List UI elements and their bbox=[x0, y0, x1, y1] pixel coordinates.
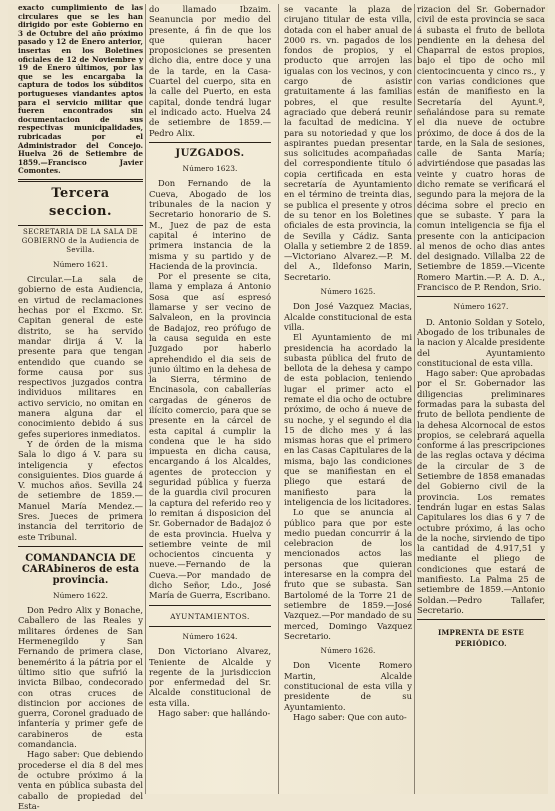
notice-paragraph: El Ayuntamiento de mi presidencia ha acordado la subasta pública del fruto de bellota de la dehesa y campo de esta poblacion, teniendo lugar el primer acto el remate el dia ocho de octubre próximo, de ocho á nueve de su noche, y el segundo el dia 15 de dicho mes y á las mismas horas que el primero en las Casas Capitulares de la misma, bajo las condiciones que se manifiestan en el pliego que estará de manifiesto para la inteligencia de los licitadores. bbox=[284, 332, 412, 507]
intro-text: exacto cumplimiento de las circulares que se les han dirigido por este Gobierno en 3 de Octubre del año próximo pasado y 12 de Enero anterior, insertas en los Boletines oficiales de 12 de Noviembre y 19 de Enero últimos, por las que se les encargaba la captura de todos los súbditos portugueses viandantes aptos para el servicio militar que fueren encontrados sin documentacion de sus respectivas municipalidades, rubricadas por el Administrador del Concejo. Huelva 26 de Setiembre de 1859.—Francisco Javier Comontes. bbox=[18, 3, 143, 176]
notice-paragraph: Hago saber: Que debiendo procederse el dia 8 del mes de octubre próximo á la venta en pública subasta del caballo de propiedad del Esta- bbox=[18, 749, 143, 811]
column-rule bbox=[414, 4, 415, 794]
number-label: Número 1622. bbox=[53, 590, 108, 600]
divider bbox=[18, 546, 143, 547]
notice-paragraph: Don Vicente Romero Martin, Alcalde constitucional de esta villa y presidente de su Ayuntamiento. bbox=[284, 660, 412, 712]
comandancia-heading: COMANDANCIA DE CARAbineros de esta provincia. bbox=[21, 552, 140, 586]
number-label: Número 1621. bbox=[53, 259, 108, 269]
notice-paragraph: Hago saber: Que con auto- bbox=[293, 711, 407, 722]
column-3 bbox=[284, 4, 412, 794]
intro-notice bbox=[18, 4, 143, 176]
notice-paragraph: Don Victoriano Alvarez, Teniente de Alcalde y regente de la jurisdiccion por enfermedad del Sr. Alcalde constitucional de esta villa. bbox=[149, 646, 271, 708]
notice-paragraph: Circular.—La sala de gobierno de esta Audiencia, en virtud de reclamaciones hechas por el Excmo. Sr. Capitan general de este distrito, se ha servido mandar dirija á V. la presente para que tengan entendido que cuando se forme causa por sus respectivos juzgados contra individuos militares en activo servicio, no omitan en manera alguna dar el conocimiento debido á sus gefes superiores inmediatos. bbox=[18, 274, 143, 439]
number-label: Número 1627. bbox=[453, 302, 509, 312]
notice-paragraph: Por el presente se cita, llama y emplaza á Antonio Sosa que así espresó llamarse y ser vecino de Salvaleon, en la provincia de Badajoz, reo prófugo de la causa seguida en este Juzgado por haberlo aprehendido el dia seis de junio último en la dehesa de la Sierra, término de Encinasola, con caballerías cargadas de géneros de ilícito comercio, para que se presente en la cárcel de esta capital á cumplir la condena que le ha sido impuesta en dicha causa, encargando á los Alcaldes, agentes de proteccion y seguridad pública y fuerza de la guardia civil procuren la captura del referido reo y lo remitan á disposicion del Sr. Gobernador de Badajoz ó de esta provincia. Huelva y setiembre veinte de mil ochocientos cincuenta y nueve.—Fernando de la Cueva.—Por mandado de dicho Señor, Ldo., José María de Guerra, Escribano. bbox=[149, 271, 271, 601]
ayuntamientos-heading: AYUNTAMIENTOS. bbox=[170, 611, 250, 621]
notice-paragraph: D. Antonio Soldan y Sotelo, Abogado de los tribunales de la nacion y Alcalde presidente del Ayuntamiento constitucional de esta villa. bbox=[417, 316, 545, 368]
number-label: Número 1624. bbox=[182, 631, 238, 641]
divider bbox=[18, 225, 143, 226]
number-label: Número 1626. bbox=[320, 646, 376, 656]
notice-paragraph: Don Pedro Alix y Bonache, Caballero de las Reales y militares órdenes de San Hermenegildo y San Fernando de primera clase, benemérito á la pátria por el último sitio que sufrió la invicta Bilbao, condecorado con otras cruces de distincion por acciones de guerra, Coronel graduado de infantería y primer gefe de carabineros de esta comandancia. bbox=[18, 605, 143, 750]
number-label: Número 1625. bbox=[320, 287, 376, 297]
notice-paragraph: Hago saber: Que aprobadas por el Sr. Gobernador las diligencias preliminares formadas para la subasta del fruto de bellota pendiente de la dehesa Alcornocal de estos propios, se celebrará aquella conforme á las prescripciones de las reglas octava y décima de la circular de 3 de Setiembre de 1858 emanadas del Gobierno civil de la provincia. Los remates tendrán lugar en estas Salas Capitulares los dias 6 y 7 de octubre próximo, á las ocho de la noche, sirviendo de tipo la cantidad de 4.917,51 y mediante el pliego de condiciones que estará de manifiesto. La Palma 25 de setiembre de 1859.—Antonio Soldan.—Pedro Tallafer, Secretario. bbox=[417, 368, 545, 615]
notice-paragraph: Lo que se anuncia al público para que por este medio puedan concurrir á la celebracion de los mencionados actos las personas que quieran interesarse en la compra del fruto que se subasta. San Bartolomé de la Torre 21 de setiembre de 1859.—José Vazquez.—Por mandado de su merced, Domingo Vazquez Secretario. bbox=[284, 507, 412, 641]
notice-paragraph: Y de órden de la misma Sala lo digo á V. para su inteligencia y efectos consiguientes. Dios guarde á V. muchos años. Sevilla 24 de setiembre de 1859.—Manuel María Mendez.—Sres. Jueces de primera instancia del territorio de este Tribunal. bbox=[18, 438, 143, 542]
notice-paragraph: Hago saber: que hallándo- bbox=[158, 708, 271, 718]
column-4 bbox=[417, 4, 545, 794]
printer-imprint: IMPRENTA DE ESTE PERIÓDICO. bbox=[437, 628, 525, 648]
number-label: Número 1623. bbox=[182, 164, 238, 174]
section-title: Tercera seccion. bbox=[48, 185, 112, 219]
secretaria-heading: SECRETARIA DE LA SALA DE GOBIERNO de la Audiencia de Sevilla. bbox=[21, 227, 140, 254]
divider bbox=[417, 619, 545, 620]
notice-paragraph: Don Fernando de la Cueva, Abogado de los tribunales de la nacion y Secretario honorario de S. M., Juez de paz de esta capital é interino de primera instancia de la misma y su partido y de Hacienda de la provincia. bbox=[149, 178, 271, 271]
divider bbox=[149, 626, 271, 627]
column-1 bbox=[18, 3, 143, 811]
column-2 bbox=[149, 4, 271, 794]
notice-paragraph: rizacion del Sr. Gobernador civil de esta provincia se saca á subasta el fruto de bellota pendiente en la dehesa del Chaparral de estos propios, bajo el tipo de ocho mil cientocincuenta y cinco rs., y con varias condiciones que están de manifiesto en la Secretaría del Ayunt.º, señalándose para su remate el dia nueve de octubre próximo, de doce á dos de la tarde, en la Sala de sesiones, calle de Santa María; advirtiéndose que pasadas las veinte y cuatro horas de dicho remate se verificará el segundo para la mejora de la décima sobre el precio en que se subaste. Y para la comun inteligencia se fija el presente con la anticipacion al menos de ocho dias antes del designado. Villalba 22 de Setiembre de 1859.—Vicente Romero Martin.—P. A. D. A., Francisco de P. Rendon, Srio. bbox=[417, 4, 545, 293]
divider bbox=[18, 179, 143, 182]
notice-paragraph: se vacante la plaza de cirujano titular de esta villa, dotada con el haber anual de 2000 rs. vn. pagados de los fondos de propios, y el producto que arrojen las igualas con los vecinos, y con cargo de asistir gratuitamente á las familias pobres, el que resulte agraciado que deberá reunir la facultad de medicina. Y para su notoriedad y que los aspirantes puedan presentar sus solicitudes acompañadas del correspondiente título ó copia certificada en esta secretaría de Ayuntamiento en el término de treinta dias, se publica el presente y otros de su tenor en los Boletines oficiales de esta provincia, la de Sevilla y Cádiz. Santa Olalla y setiembre 2 de 1859.—Victoriano Alvarez.—P. M. del A., Ildefonso Marin, Secretario. bbox=[284, 4, 412, 282]
divider bbox=[417, 296, 545, 297]
notice-paragraph: Don José Vazquez Macias, Alcalde constitucional de esta villa. bbox=[284, 301, 412, 332]
notice-paragraph: do llamado Ibzaim. Seanuncia por medio del presente, á fin de que los que quieran hacer proposiciones se presenten dicho dia, entre doce y una de la tarde, en la Casa-Cuartel del cuerpo, sita en la calle del Puerto, en esta capital, donde tendrá lugar el indicado acto. Huelva 24 de setiembre de 1859.—Pedro Alix. bbox=[149, 4, 271, 138]
column-rule bbox=[145, 4, 146, 794]
divider bbox=[149, 605, 271, 606]
juzgados-heading: JUZGADOS. bbox=[175, 147, 245, 159]
column-rule bbox=[278, 4, 279, 794]
divider bbox=[149, 142, 271, 143]
newspaper-page bbox=[8, 3, 548, 811]
